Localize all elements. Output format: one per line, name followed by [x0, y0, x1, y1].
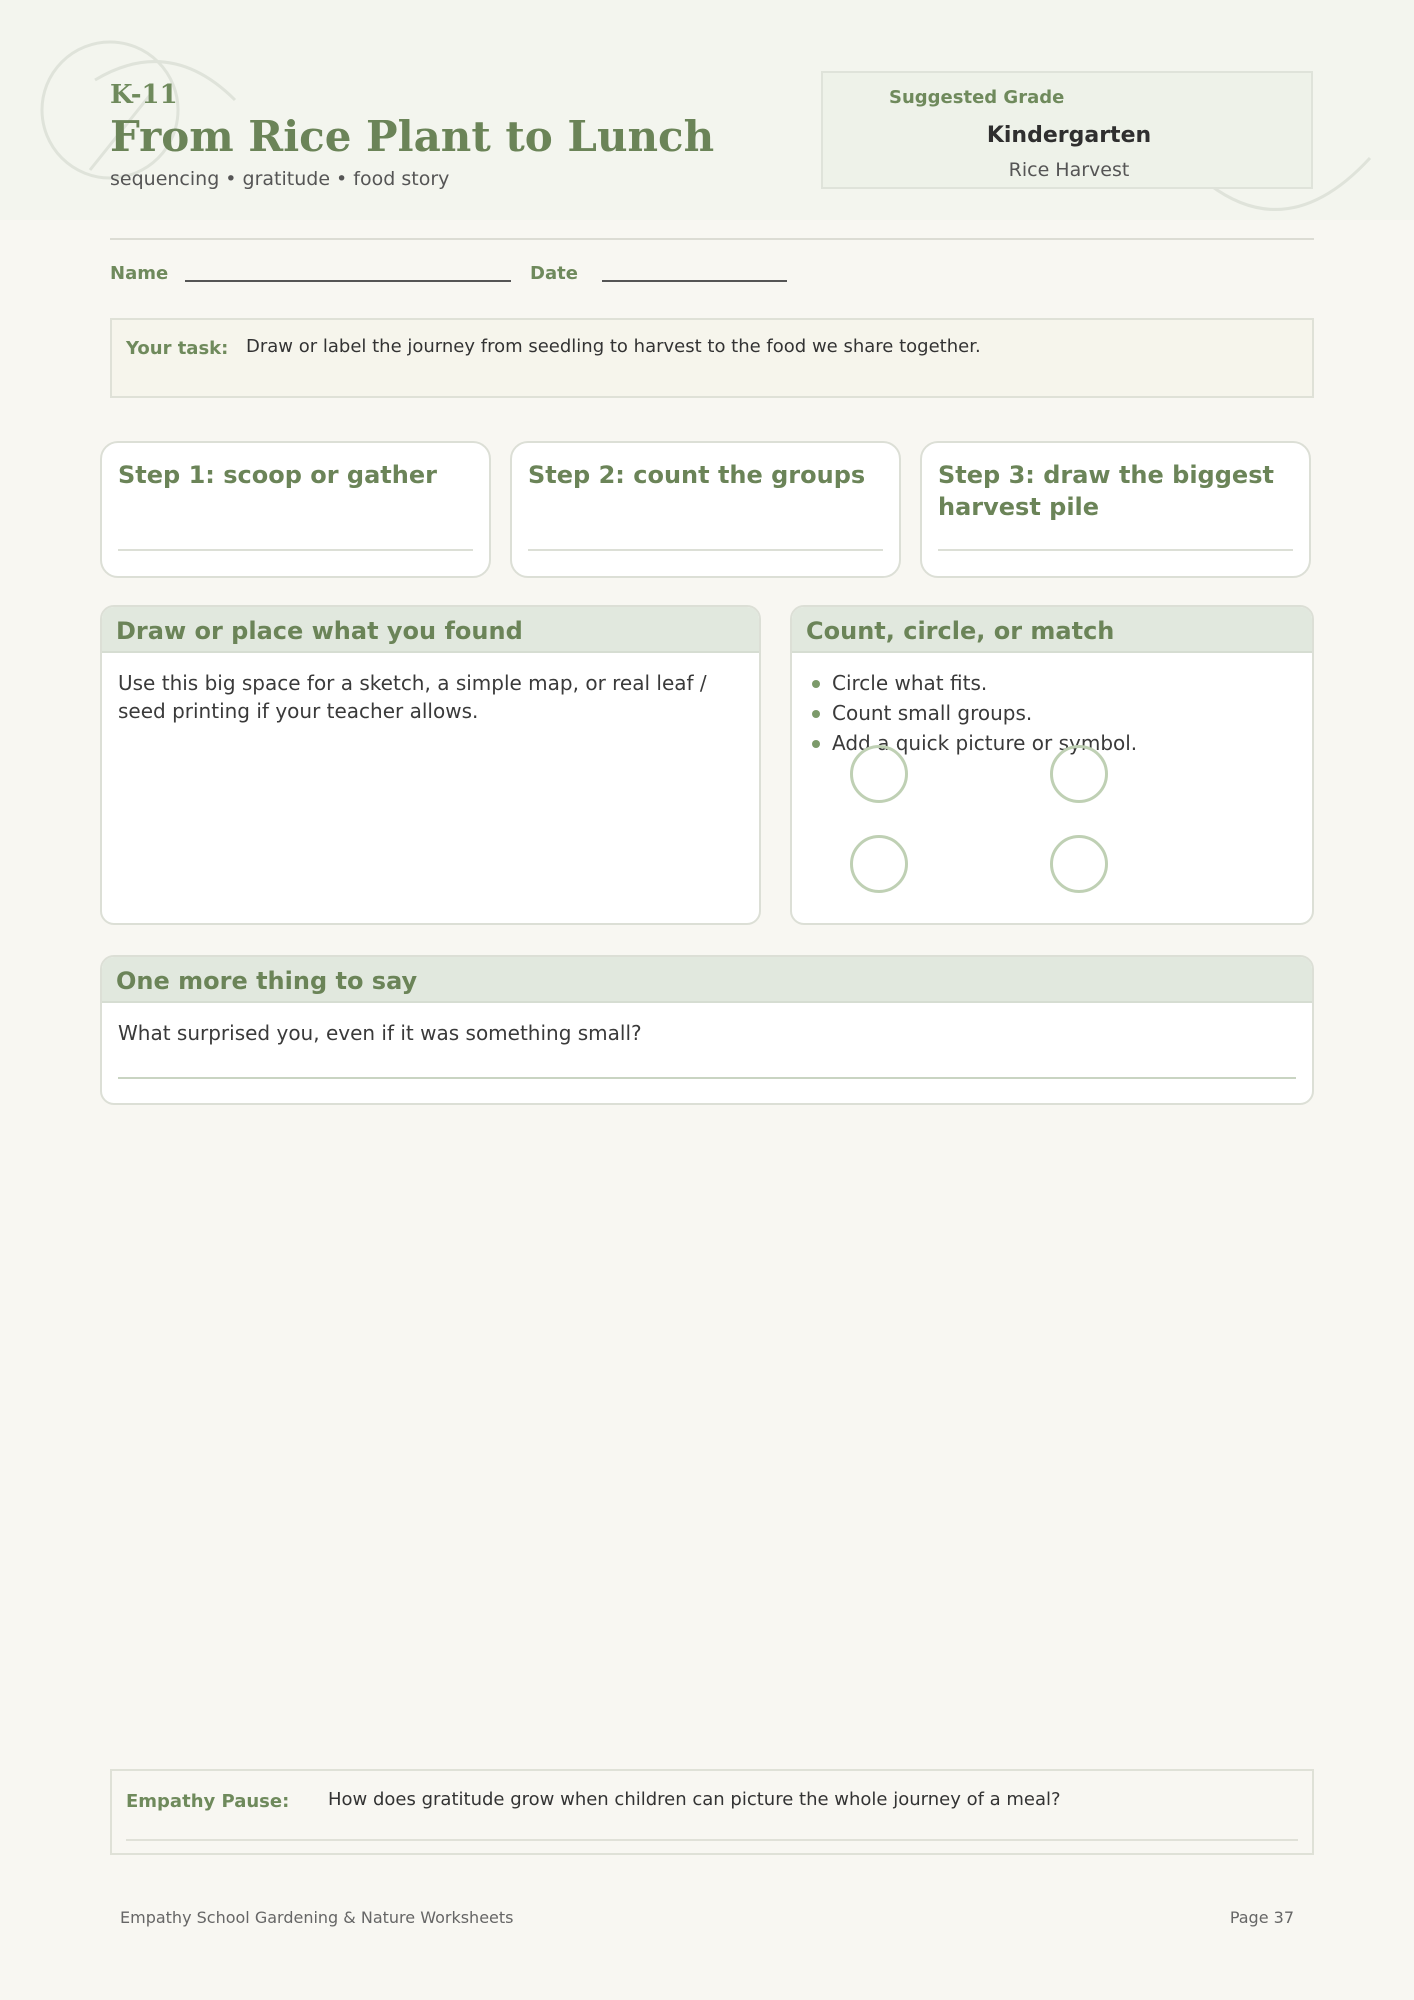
answer-line[interactable] [118, 1077, 1296, 1079]
grade-topic: Rice Harvest [1008, 159, 1130, 181]
step-card-1 [100, 441, 491, 578]
step-card-3 [920, 441, 1311, 578]
grade-value: Kindergarten [986, 123, 1152, 148]
divider [110, 238, 1314, 240]
bullet-list [812, 669, 1137, 759]
list-item: Circle what fits. [812, 669, 1137, 699]
list-item: Count small groups. [812, 699, 1137, 729]
grade-label: Suggested Grade [889, 87, 1065, 108]
say-prompt: What surprised you, even if it was something small? [118, 1021, 642, 1045]
answer-circle[interactable] [1050, 745, 1108, 803]
list-item: Add a quick picture or symbol. [812, 729, 1137, 759]
panel-header [102, 957, 1312, 1003]
task-text: Draw or label the journey from seedling to harvest to the food we share together. [246, 336, 981, 357]
answer-circle[interactable] [850, 835, 908, 893]
step-title: Step 1: scoop or gather [118, 461, 437, 489]
task-box [110, 318, 1314, 398]
step-answer-line[interactable] [938, 549, 1293, 551]
date-label: Date [530, 263, 578, 284]
worksheet-code: K-11 [110, 80, 178, 110]
date-field[interactable] [602, 280, 787, 282]
page-title: From Rice Plant to Lunch [110, 112, 715, 161]
draw-panel[interactable] [100, 605, 761, 925]
name-field[interactable] [185, 280, 511, 282]
panel-instructions: Use this big space for a sketch, a simple map, or real leaf / seed printing if your teacher allows. [118, 671, 707, 723]
panel-title: One more thing to say [116, 967, 418, 995]
page-number: Page 37 [1229, 1908, 1294, 1927]
answer-circle[interactable] [1050, 835, 1108, 893]
count-panel [790, 605, 1314, 925]
name-label: Name [110, 263, 169, 284]
footer-title: Empathy School Gardening & Nature Worksheets [120, 1908, 514, 1927]
empathy-text: How does gratitude grow when children can picture the whole journey of a meal? [328, 1789, 1061, 1810]
step-answer-line[interactable] [118, 549, 473, 551]
say-panel [100, 955, 1314, 1105]
empathy-label: Empathy Pause: [126, 1791, 290, 1812]
step-card-2 [510, 441, 901, 578]
empathy-box [110, 1769, 1314, 1855]
panel-header [792, 607, 1312, 653]
grade-box [821, 71, 1313, 189]
page-subtitle: sequencing • gratitude • food story [110, 168, 450, 190]
panel-header [102, 607, 759, 653]
answer-line[interactable] [126, 1839, 1298, 1841]
task-label: Your task: [126, 338, 229, 359]
step-title: Step 3: draw the biggest harvest pile [938, 461, 1274, 521]
panel-title: Draw or place what you found [116, 617, 523, 645]
answer-circle[interactable] [850, 745, 908, 803]
panel-title: Count, circle, or match [806, 617, 1115, 645]
step-answer-line[interactable] [528, 549, 883, 551]
step-title: Step 2: count the groups [528, 461, 866, 489]
